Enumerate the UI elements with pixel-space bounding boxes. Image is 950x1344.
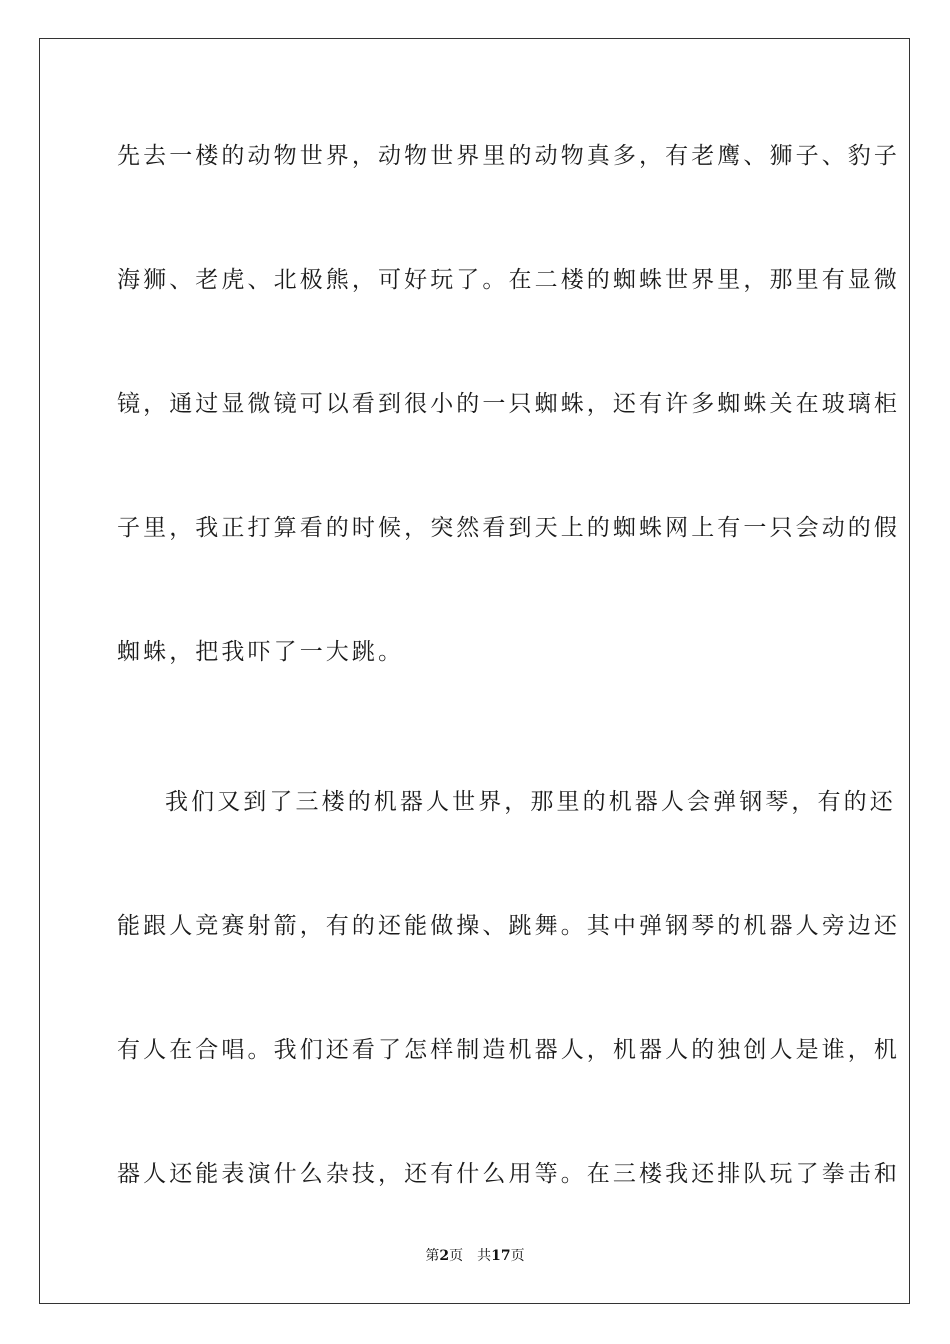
text-line: 能跟人竞赛射箭，有的还能做操、跳舞。其中弹钢琴的机器人旁边还 xyxy=(117,913,900,939)
text-line: 先去一楼的动物世界，动物世界里的动物真多，有老鹰、狮子、豹子 xyxy=(117,143,900,169)
total-pages: 17 xyxy=(491,1248,511,1264)
text-line: 蜘蛛，把我吓了一大跳。 xyxy=(117,639,405,665)
page-footer xyxy=(0,1246,950,1266)
text-line: 子里，我正打算看的时候，突然看到天上的蜘蛛网上有一只会动的假 xyxy=(117,515,900,541)
page-number: 2 xyxy=(439,1248,450,1264)
page-suffix: 页 xyxy=(449,1248,464,1264)
text-line: 器人还能表演什么杂技，还有什么用等。在三楼我还排队玩了拳击和 xyxy=(117,1161,900,1187)
page-prefix: 第 xyxy=(425,1248,440,1264)
text-line: 我们又到了三楼的机器人世界，那里的机器人会弹钢琴，有的还 xyxy=(165,789,896,815)
text-line: 海狮、老虎、北极熊，可好玩了。在二楼的蜘蛛世界里，那里有显微 xyxy=(117,267,900,293)
text-line: 镜，通过显微镜可以看到很小的一只蜘蛛，还有许多蜘蛛关在玻璃柜 xyxy=(117,391,900,417)
text-line: 有人在合唱。我们还看了怎样制造机器人，机器人的独创人是谁，机 xyxy=(117,1037,900,1063)
total-prefix: 共 xyxy=(477,1248,492,1264)
total-suffix: 页 xyxy=(510,1248,525,1264)
